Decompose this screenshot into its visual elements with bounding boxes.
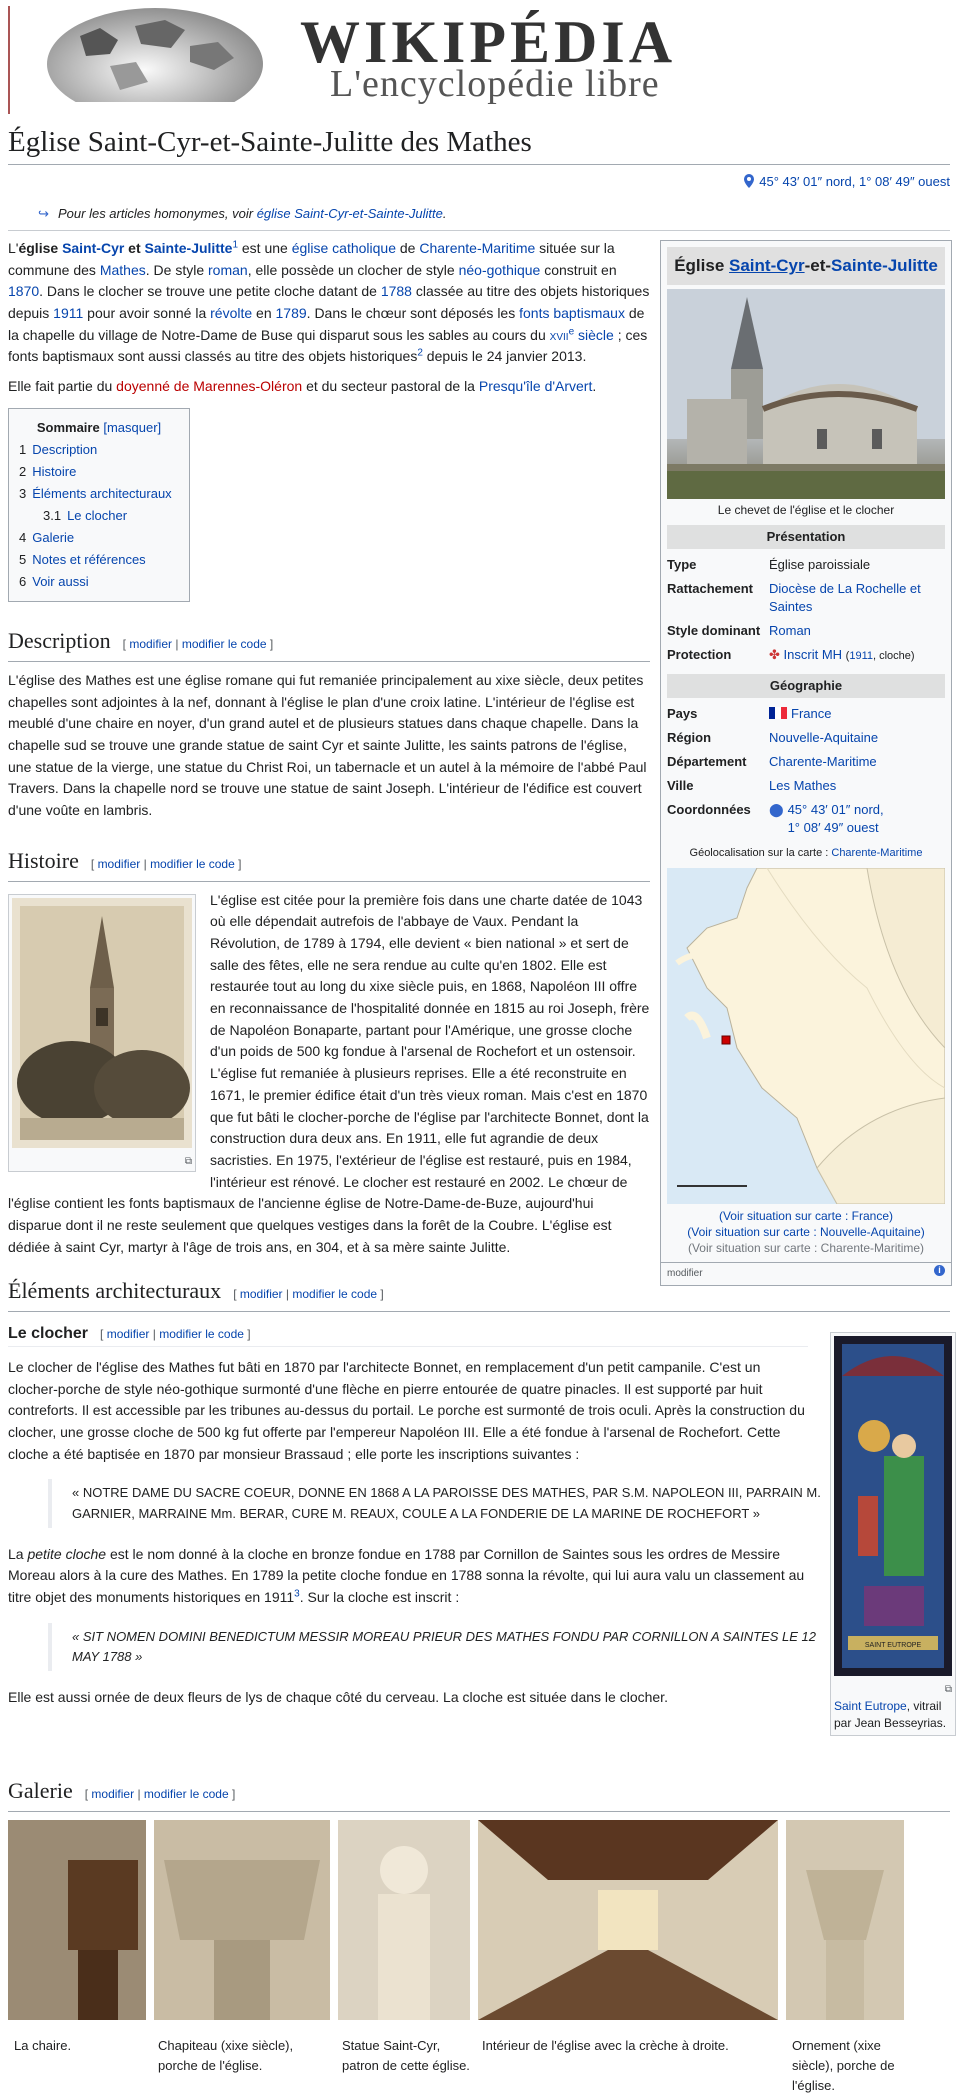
location-map[interactable]: [667, 868, 945, 1204]
link-france[interactable]: France: [791, 706, 832, 721]
link-presquile-arvert[interactable]: Presqu'île d'Arvert: [478, 378, 593, 395]
gallery: [8, 1820, 950, 2096]
gallery-item: [478, 1820, 778, 2096]
infobox-row-departement: Département Charente-Maritime: [667, 754, 877, 769]
page-title: Église Saint-Cyr-et-Sainte-Julitte des Mathes: [8, 124, 950, 165]
link-saint-cyr[interactable]: Saint-Cyr: [62, 240, 125, 256]
ref-3[interactable]: 3: [294, 1588, 300, 1600]
ref-2[interactable]: 2: [417, 347, 423, 359]
link-style-roman[interactable]: Roman: [769, 623, 811, 638]
wikipedia-globe-logo[interactable]: [40, 6, 270, 102]
map-pin-icon: ⬤: [769, 802, 784, 817]
gallery-caption: Chapiteau (xixe siècle), porche de l'église.: [158, 2038, 294, 2073]
homonym-suffix: .: [442, 206, 447, 221]
clocher-paragraph-1: Le clocher de l'église des Mathes fut bâti en 1870 par l'architecte Bonnet, en remplacement d'un petit campanile. C'est un clocher-porche de style néo-gothique surmonté d'une flèche en pierre entourée de quatre pinacles. Il est supporté par huit contreforts. Il est accessible par les tribunes au-dessus du portail. Le porche est surmonté de trois oculi. Après la construction du clocher, une grosse cloche de 500 kg fut offerte par l'empereur Napoléon III. Elle a été fondue à l'arsenal de Rochefort. Cette cloche a été baptisée en 1870 par monsieur Brassaud ; elle porte les inscriptions suivantes :: [8, 1359, 805, 1462]
infobox-edit-link[interactable]: modifier: [667, 1268, 703, 1279]
gallery-caption: Ornement (xixe siècle), porche de l'église.: [792, 2038, 895, 2093]
france-flag-icon: [769, 707, 787, 719]
edit-elements[interactable]: modifier: [239, 1287, 283, 1301]
link-departement[interactable]: Charente-Maritime: [769, 754, 877, 769]
infobox-row-coordonnees: Coordonnées ⬤ 45° 43′ 01″ nord, 1° 08′ 49″ ouest: [667, 802, 884, 835]
mh-logo-icon: ✤: [769, 647, 780, 662]
link-eglise-catholique[interactable]: église catholique: [291, 240, 396, 256]
intro-paragraph-2: Elle fait partie du doyenné de Marennes-Oléron et du secteur pastoral de la Presqu'île d'Arvert.: [8, 378, 597, 395]
link-roman[interactable]: roman: [208, 261, 248, 278]
link-1911[interactable]: 1911: [53, 305, 84, 322]
intro-paragraph-1: L'église Saint-Cyr et Sainte-Julitte$^1$ est une église catholique de Charente-Maritime située sur la commune des Mathes. De style roman, elle possède un clocher de style néo-gothique construit en 1870. Dans le clocher se trouve une petite cloche datant de 1788 classée au titre des objets historiques depuis 1911 pour avoir sonné la révolte en 1789. Dans le chœur sont déposés les fonts baptismaux de la chapelle du village de Notre-Dame de Buse qui disparut sous les sables au cours du xvii$^e$ siècle ; ces fonts baptismaux sont aussi classés au titre des objets historiques$^2$ depuis le 24 janvier 2013.: [8, 239, 650, 365]
infobox-row-type: Type Église paroissiale: [667, 557, 871, 572]
map-link-charente-maritime: (Voir situation sur carte : Charente-Maritime): [687, 1241, 925, 1255]
gallery-item: [786, 1820, 904, 2096]
link-neo-gothique[interactable]: néo-gothique: [458, 261, 541, 278]
gallery-image-interieur[interactable]: [478, 1820, 778, 2020]
coordinates-link[interactable]: [743, 172, 950, 192]
enlarge-icon[interactable]: ⧉: [184, 1156, 192, 1168]
edit-description[interactable]: modifier: [129, 636, 173, 651]
main-content: [8, 238, 650, 1266]
infobox-row-protection: Protection ✤ Inscrit MH (1911, cloche): [667, 647, 915, 662]
infobox-church-photo[interactable]: [667, 289, 945, 499]
gallery-image-ornement[interactable]: [786, 1820, 904, 2020]
link-sainte-julitte[interactable]: Sainte-Julitte: [144, 240, 233, 256]
infobox-section-presentation: Présentation: [667, 525, 945, 549]
coordinates-text: 45° 43′ 01″ nord, 1° 08′ 49″ ouest: [759, 174, 950, 189]
toc-toggle[interactable]: [masquer]: [103, 419, 162, 435]
edit-clocher[interactable]: modifier: [106, 1327, 150, 1341]
postcard-church-image: [12, 898, 192, 1148]
gallery-caption: La chaire.: [14, 2038, 72, 2053]
infobox-row-ville: Ville Les Mathes: [667, 778, 837, 793]
map-links: [661, 1208, 951, 1256]
infobox-row-region: Région Nouvelle-Aquitaine: [667, 730, 879, 745]
gallery-image-chaire[interactable]: [8, 1820, 146, 2020]
link-1789[interactable]: 1789: [275, 305, 307, 322]
section-heading-elements: Éléments architecturaux [ modifier | modifier le code ]: [8, 1276, 950, 1312]
link-diocese[interactable]: Diocèse de La Rochelle et Saintes: [769, 581, 921, 614]
infobox-row-style: Style dominant Roman: [667, 623, 811, 638]
gallery-caption: Intérieur de l'église avec la crèche à droite.: [482, 2038, 729, 2053]
toc-item-3-1[interactable]: 3.1 Le clocher: [43, 507, 128, 523]
enlarge-icon[interactable]: ⧉: [944, 1684, 952, 1695]
gallery-image-chapiteau[interactable]: [154, 1820, 330, 2020]
link-saint-eutrope[interactable]: Saint Eutrope: [834, 1699, 907, 1713]
map-link-nouvelle-aquitaine[interactable]: (Voir situation sur carte : Nouvelle-Aquitaine): [687, 1225, 925, 1239]
site-header: [0, 0, 958, 118]
edit-histoire[interactable]: modifier: [97, 856, 141, 871]
divider: [8, 230, 950, 231]
ref-1[interactable]: 1: [232, 239, 238, 251]
link-fonts-baptismaux[interactable]: fonts baptismaux: [519, 305, 625, 322]
link-xviie-siecle[interactable]: xvii$^e$ siècle: [549, 326, 614, 343]
toc-item-2[interactable]: 2 Histoire: [19, 463, 77, 479]
link-inscrit-mh[interactable]: Inscrit MH: [783, 647, 843, 662]
edit-galerie[interactable]: modifier: [91, 1787, 135, 1801]
clocher-paragraph-2: La petite cloche est le nom donné à la cloche en bronze fondue en 1788 par Cornillon de Saintes sous les ordres de Messire Moreau alors à la cure des Mathes. En 1789 la petite cloche fondue en 1788 sonna la révolte, qui lui aura valu un classement au titre objet des monuments historiques en 1911$^3$. Sur la cloche est inscrit :: [8, 1545, 805, 1606]
infobox-title: Église Saint-Cyr-et-Sainte-Julitte: [667, 247, 945, 285]
infobox: [660, 240, 952, 1286]
infobox-photo-caption: Le chevet de l'église et le clocher: [717, 503, 895, 517]
vitrail-caption: Saint Eutrope, vitrail par Jean Besseyrias.: [834, 1699, 947, 1730]
link-1911-mh[interactable]: 1911: [849, 650, 873, 662]
stained-glass-image[interactable]: [834, 1336, 952, 1676]
link-1788[interactable]: 1788: [380, 283, 412, 300]
link-doyenne[interactable]: doyenné de Marennes-Oléron: [116, 378, 303, 395]
gallery-item: [154, 1820, 330, 2096]
gallery-item: [8, 1820, 146, 2096]
section-heading-histoire: Histoire [ modifier | modifier le code ]: [8, 846, 650, 882]
infobox-link-saint-cyr[interactable]: Saint-Cyr: [729, 256, 805, 275]
info-icon[interactable]: i: [934, 1265, 945, 1276]
map-link-france[interactable]: (Voir situation sur carte : France): [718, 1209, 894, 1223]
homonym-note: [38, 204, 446, 224]
toc-item-3[interactable]: 3 Éléments architecturaux: [19, 485, 172, 501]
homonym-prefix: Pour les articles homonymes, voir: [58, 206, 257, 221]
edit-code-galerie[interactable]: modifier le code: [143, 1787, 229, 1801]
gallery-item: [338, 1820, 470, 2096]
description-text: L'église des Mathes est une église romane qui fut remaniée principalement au xixe siècle, deux petites chapelles sont adjointes à la nef, donnant à l'église le plan d'une croix latine. L'intérieur de l'église est meublé d'une chaire en noyer, d'un grand autel et de plusieurs statues dans chaque chapelle. Dans la chapelle sud se trouve une grande statue de saint Cyr et sainte Julitte, les saints patrons de l'église, une statue de la vierge, une statue du Christ Roi, un tabernacle et un autel à la mémoire de l'abbé Paul Travers. Dans la chapelle nord se trouve une statue de saint Joseph. L'intérieur de l'édifice est couvert d'une voûte en lambris.: [8, 671, 647, 818]
edit-code-histoire[interactable]: modifier le code: [150, 856, 235, 871]
homonym-link[interactable]: église Saint-Cyr-et-Sainte-Julitte: [256, 206, 443, 221]
section-heading-clocher: Le clocher [ modifier | modifier le code ]: [8, 1322, 808, 1347]
gallery-caption: Statue Saint-Cyr, patron de cette église.: [342, 2038, 470, 2073]
link-region[interactable]: Nouvelle-Aquitaine: [769, 730, 879, 745]
logo-title: WIKIPÉDIA: [300, 9, 677, 75]
disambiguation-icon: ↪: [38, 206, 49, 221]
infobox-section-geographie: Géographie: [667, 674, 945, 698]
infobox-row-rattachement: Rattachement Diocèse de La Rochelle et Saintes: [667, 581, 921, 614]
histoire-text: L'église est citée pour la première fois dans une charte datée de 1043 où elle dépendait autrefois de l'abbaye de Vaux. Pendant la Révolution, de 1789 à 1794, elle devient « bien national » et sert de salle des fêtes, elle ne sera rendue au culte qu'en 1802. Elle est restaurée tout au long du xixe siècle puis, en 1868, Napoléon III offre en reconnaissance de l'hospitalité donnée en 1815 au roi Joseph, frère de Napoléon Bonaparte, partant pour l'Amérique, une grosse cloche d'un poids de 500 kg fondue à l'arsenal de Rochefort et un ostensoir. L'église fut remaniée à plusieurs reprises. Elle a été reconstruite en 1671, le premier édifice était d'un très vieux roman. Mais c'est en 1870 que fut bâti le clocher-porche de l'église par l'architecte Bonnet, dont la construction dura deux ans. En 1911, elle fut agrandie de deux sacristies. En 1975, l'extérieur de l'église est restauré, puis en 1984, l'intérieur est rénové. Le clocher est restauré en 2002. Le chœur de l'église contient les fonts baptismaux de l'ancienne église de Notre-Dame-de-Buze, aujourd'hui disparue dont il ne reste seulement que quelques vestiges dans la forêt de la Coubre. L'église est dédiée à saint Cyr, martyr à l'âge de trois ans, en 304, et à sa mère sainte Julitte.: [8, 891, 650, 1255]
link-ville[interactable]: Les Mathes: [769, 778, 837, 793]
link-charente-maritime[interactable]: Charente-Maritime: [419, 240, 536, 256]
link-1870[interactable]: 1870: [8, 283, 40, 300]
edit-code-elements[interactable]: modifier le code: [292, 1287, 378, 1301]
gallery-image-statue[interactable]: [338, 1820, 470, 2020]
infobox-row-pays: Pays France: [667, 706, 832, 721]
infobox-link-sainte-julitte[interactable]: Sainte-Julitte: [831, 256, 938, 275]
charente-maritime-map: [667, 868, 945, 1204]
toc-item-4[interactable]: 4 Galerie: [19, 529, 75, 545]
header-bar: [8, 6, 10, 114]
toc-title: Sommaire [masquer]: [36, 419, 162, 435]
section-heading-description: Description [ modifier | modifier le code ]: [8, 626, 650, 662]
edit-code-clocher[interactable]: modifier le code: [159, 1327, 244, 1341]
section-heading-galerie: Galerie [ modifier | modifier le code ]: [8, 1776, 950, 1812]
toc-item-5[interactable]: 5 Notes et références: [19, 551, 146, 567]
section-galerie-heading: [8, 1776, 950, 1820]
church-photo-image: [667, 289, 945, 499]
toc-item-1[interactable]: 1 Description: [19, 441, 98, 457]
quote-petite-cloche: « SIT NOMEN DOMINI BENEDICTUM MESSIR MOREAU PRIEUR DES MATHES FONDU PAR CORNILLON A SAINTES LE 12 MAY 1788 »: [48, 1623, 832, 1671]
postcard-image[interactable]: [8, 894, 196, 1172]
infobox-coordinates-link[interactable]: 45° 43′ 01″ nord, 1° 08′ 49″ ouest: [787, 802, 884, 835]
map-note-link[interactable]: Charente-Maritime: [831, 847, 923, 859]
table-of-contents: [8, 408, 190, 602]
vitrail-figure: [830, 1332, 956, 1736]
quote-grosse-cloche: « NOTRE DAME DU SACRE COEUR, DONNE EN 1868 A LA PAROISSE DES MATHES, PAR S.M. NAPOLEON III, PARRAIN M. GARNIER, MARRAINE Mm. BERAR, CURE M. REAUX, COULE A LA FONDERIE DE LA MARINE DE ROCHEFORT »: [48, 1479, 832, 1527]
map-pin-icon: [743, 174, 755, 188]
section-elements: [8, 1276, 950, 1717]
link-revolte[interactable]: révolte: [210, 305, 253, 322]
edit-code-description[interactable]: modifier le code: [181, 636, 267, 651]
link-mathes[interactable]: Mathes: [99, 261, 146, 278]
clocher-paragraph-3: Elle est aussi ornée de deux fleurs de lys de chaque côté du cerveau. La cloche est située dans le clocher.: [8, 1689, 668, 1706]
toc-item-6[interactable]: 6 Voir aussi: [19, 573, 89, 589]
map-note: Géolocalisation sur la carte : Charente-Maritime: [689, 847, 923, 859]
logo-subtitle: L'encyclopédie libre: [330, 63, 660, 105]
svg-text:SAINT EUTROPE: SAINT EUTROPE: [864, 1642, 922, 1649]
